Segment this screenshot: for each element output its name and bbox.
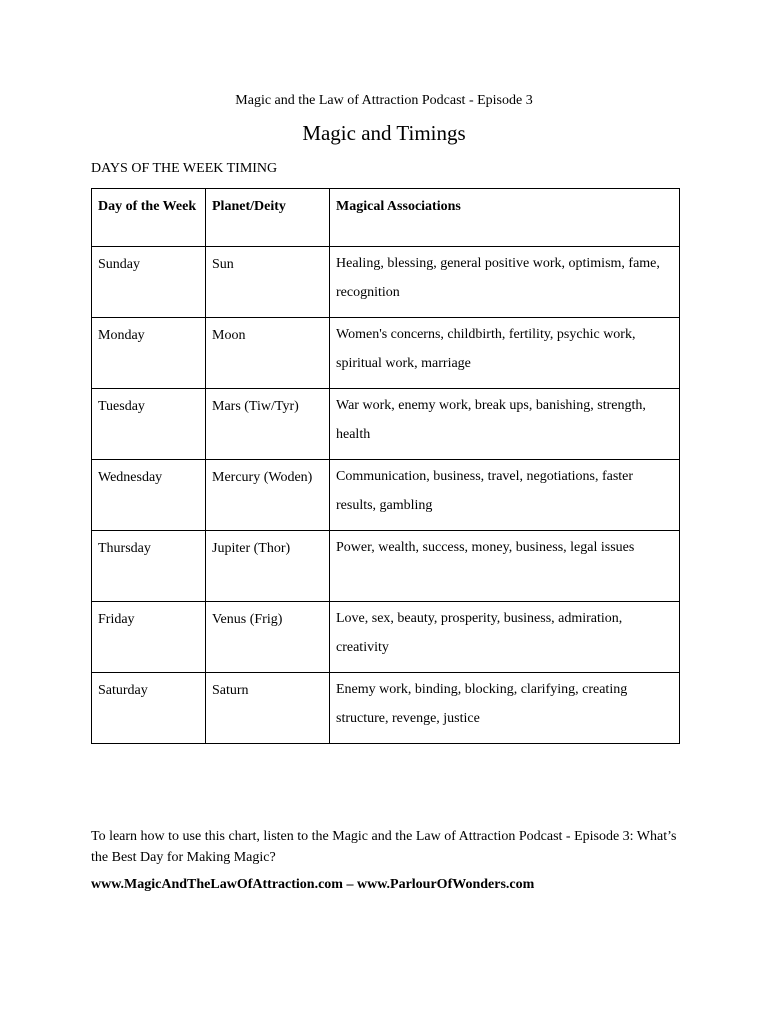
planet-cell: Mars (Tiw/Tyr) [206,389,330,460]
planet-cell: Venus (Frig) [206,602,330,673]
associations-cell: Communication, business, travel, negotiations, faster results, gambling [330,460,680,531]
planet-cell: Mercury (Woden) [206,460,330,531]
days-timing-table [91,188,680,744]
table-row [92,673,680,744]
day-cell: Friday [92,602,206,673]
planet-cell: Saturn [206,673,330,744]
associations-cell: War work, enemy work, break ups, banishing, strength, health [330,389,680,460]
day-cell: Monday [92,318,206,389]
associations-cell: Healing, blessing, general positive work, optimism, fame, recognition [330,247,680,318]
day-cell: Thursday [92,531,206,602]
section-heading: DAYS OF THE WEEK TIMING [91,161,278,176]
associations-cell: Love, sex, beauty, prosperity, business, admiration, creativity [330,602,680,673]
table-row [92,531,680,602]
associations-cell: Power, wealth, success, money, business, legal issues [330,531,680,602]
header-day: Day of the Week [92,189,206,247]
table-row [92,247,680,318]
associations-cell: Women's concerns, childbirth, fertility, psychic work, spiritual work, marriage [330,318,680,389]
outro-paragraph: To learn how to use this chart, listen to the Magic and the Law of Attraction Podcast - Episode 3: What’s the Best Day for Making Magic? [91,829,677,865]
table-header-row [92,189,680,247]
associations-cell: Enemy work, binding, blocking, clarifying, creating structure, revenge, justice [330,673,680,744]
website-links: www.MagicAndTheLawOfAttraction.com – www.ParlourOfWonders.com [91,877,535,892]
day-cell: Saturday [92,673,206,744]
podcast-episode-line: Magic and the Law of Attraction Podcast - Episode 3 [235,93,533,108]
day-cell: Wednesday [92,460,206,531]
table-row [92,460,680,531]
header-planet: Planet/Deity [206,189,330,247]
page-title: Magic and Timings [302,121,466,145]
table-row [92,389,680,460]
day-cell: Tuesday [92,389,206,460]
planet-cell: Sun [206,247,330,318]
table-row [92,602,680,673]
planet-cell: Moon [206,318,330,389]
planet-cell: Jupiter (Thor) [206,531,330,602]
day-cell: Sunday [92,247,206,318]
table-row [92,318,680,389]
header-associations: Magical Associations [330,189,680,247]
